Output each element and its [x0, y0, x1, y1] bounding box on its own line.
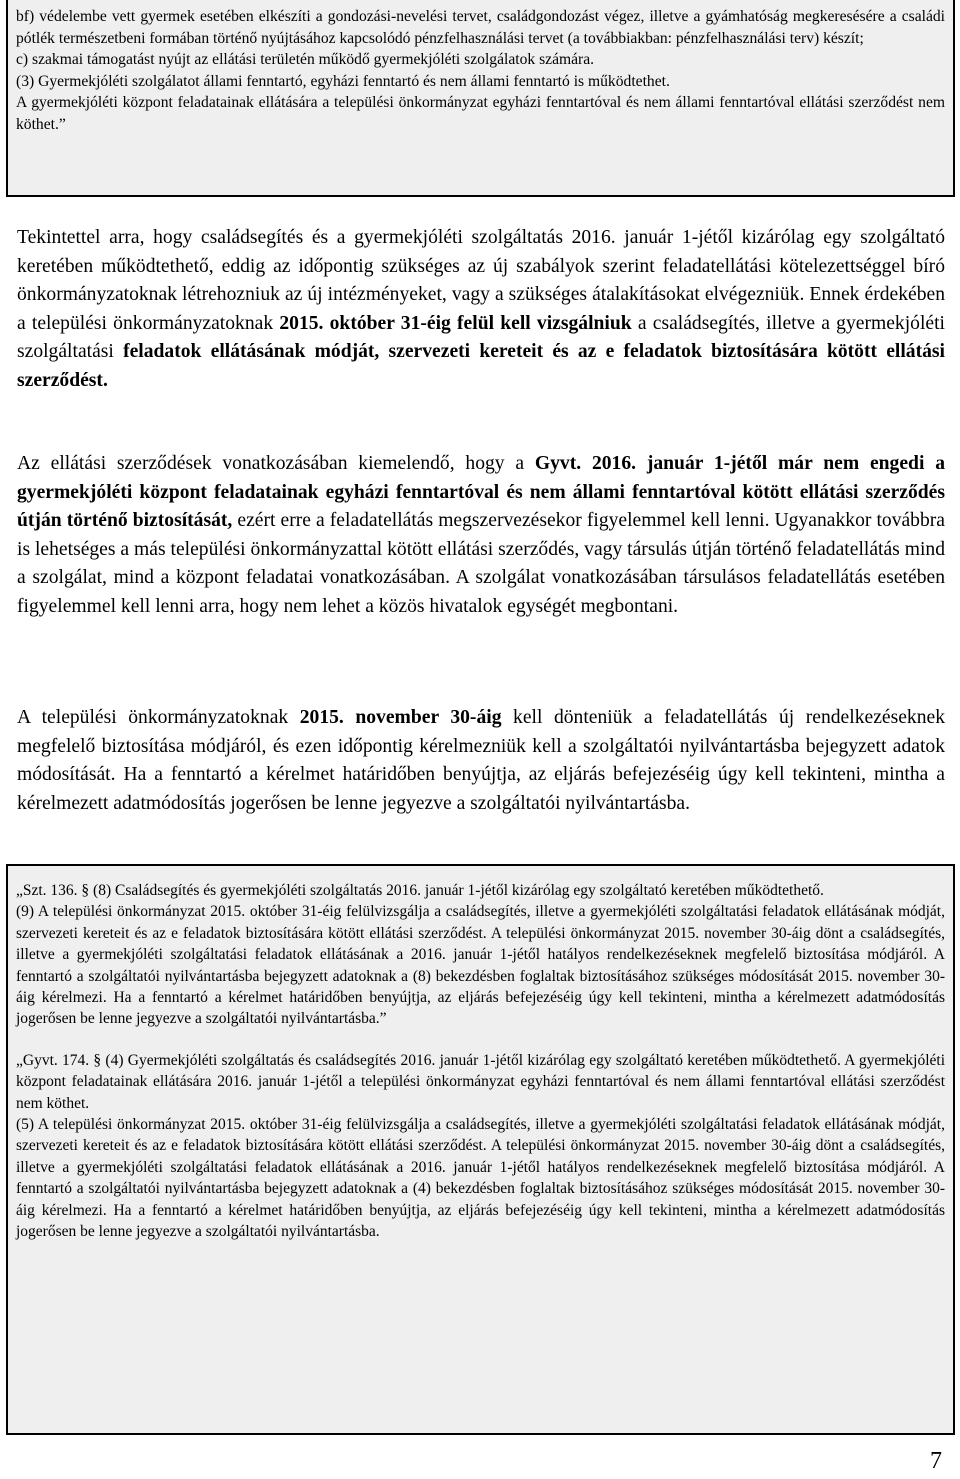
paragraph-4: A gyermekjóléti központ feladatainak ellátására a települési önkormányzat egyházi fenntartóval és nem állami fenntartóval ellátási szerződést nem köthet.” [16, 94, 945, 133]
szt-quote-line-1: „Szt. 136. § (8) Családsegítés és gyermekjóléti szolgáltatás 2016. január 1-jétől kizárólag egy szolgáltató keretében működtethető. [16, 882, 824, 899]
page-number: 7 [930, 1448, 942, 1474]
quote-box-top [6, 0, 955, 197]
text-run: ezért erre a feladatellátás megszervezésekor figyelemmel kell lenni. Ugyanakkor továbbra is lehetséges a más települési önkormányzattal kötött ellátási szerződés, vagy társulás útján történő feladatellátás mind a szolgálat, mind a központ feladatai vonatkozásában. A szolgálat vonatkozásában társulásos feladatellátás esetében figyelemmel kell lenni arra, hogy nem lehet a közös hivatalok egységét megbontani. [17, 510, 946, 617]
text-run: Tekintettel arra, hogy családsegítés és a gyermekjóléti szolgáltatás 2016. január 1-jétől kizárólag egy szolgáltató keretében működtethető, eddig az időpontig szükséges az új szabályok szerint feladatellátási kötelezettséggel bíró önkormányzatoknak létrehozniuk az új intézményeket, vagy a szükséges átalakításokat elvégezniük. Ennek érdekében a települési önkormányzatoknak [17, 227, 945, 334]
text-run: Az ellátási szerződések vonatkozásában kiemelendő, hogy a [17, 453, 535, 474]
szt-quote-line-2: (9) A települési önkormányzat 2015. október 31-éig felülvizsgálja a családsegítés, illetve a gyermekjóléti szolgáltatási feladatok ellátásának módját, szervezeti kereteit és az e feladatok biztosítására kötött ellátási szerződést. A települési önkormányzat 2015. november 30-áig dönt a családsegítés, illetve a gyermekjóléti szolgáltatási feladatok ellátásának a 2016. január 1-jétől hatályos rendelkezéseknek megfelelő biztosítása módjáról. A fenntartó a szolgáltatói nyilvántartásba bejegyzett adatoknak a (8) bekezdésben foglaltak biztosításához szükséges módosítását 2015. november 30-áig kérelmezi. Ha a fenntartó a kérelmet határidőben benyújtja, az eljárás befejezéséig úgy kell tekinteni, mintha a kérelmezett adatmódosítás jogerősen be lenne jegyezve a szolgáltatói nyilvántartásba.” [16, 903, 945, 1028]
body-paragraph-2 [17, 450, 945, 621]
text-run: kell dönteniük a feladatellátás új rendelkezéseknek megfelelő biztosítása módjáról, és ezen időpontig kérelmezniük kell a szolgáltatói nyilvántartásba bejegyzett adatok módosítását. Ha a fenntartó a kérelmet határidőben benyújtja, az eljárás befejezéséig úgy kell tekinteni, mintha a kérelmezett adatmódosítás jogerősen be lenne jegyezve a szolgáltatói nyilvántartásba. [17, 707, 945, 814]
text-run: A települési önkormányzatoknak [17, 707, 300, 728]
gyvt-quote-line-1: „Gyvt. 174. § (4) Gyermekjóléti szolgáltatás és családsegítés 2016. január 1-jétől kizárólag egy szolgáltató keretében működtethető. A gyermekjóléti központ feladatainak ellátására 2016. január 1-jétől a települési önkormányzat egyházi fenntartóval és nem állami fenntartóval ellátási szerződést nem köthet. [16, 1051, 945, 1112]
paragraph-c: c) szakmai támogatást nyújt az ellátási területén működő gyermekjóléti szolgálatok számára. [16, 51, 595, 68]
bold-run: Gyvt. 2016. január 1-jétől már nem engedi a gyermekjóléti központ feladatainak egyházi fenntartóval és nem állami fenntartóval kötött ellátási szerződés útján történő biztosítását, [17, 453, 945, 531]
body-paragraph-3 [17, 704, 945, 818]
bold-run: 2015. november 30-áig [299, 707, 502, 728]
bold-run: 2015. október 31-éig felül kell vizsgálniuk [279, 312, 632, 334]
paragraph-3: (3) Gyermekjóléti szolgálatot állami fenntartó, egyházi fenntartó és nem állami fenntartó is működtethet. [16, 72, 670, 90]
body-paragraph-1 [17, 224, 945, 395]
paragraph-bf: bf) védelembe vett gyermek esetében elkészíti a gondozási-nevelési tervet, családgondozást végez, illetve a gyámhatóság megkeresésére a családi pótlék természetbeni formában történő nyújtásához kapcsolódó pénzfelhasználási tervet (a továbbiakban: pénzfelhasználási terv) készít; [16, 8, 945, 47]
bold-run: feladatok ellátásának módját, szervezeti kereteit és az e feladatok biztosítására kötött ellátási szerződést. [17, 341, 945, 391]
text-run: a családsegítés, illetve a gyermekjóléti szolgáltatási [17, 312, 945, 362]
gyvt-quote-line-2: (5) A települési önkormányzat 2015. október 31-éig felülvizsgálja a családsegítés, illetve a gyermekjóléti szolgáltatási feladatok ellátásának módját, szervezeti kereteit és az e feladatok biztosítására kötött ellátási szerződést. A települési önkormányzat 2015. november 30-áig dönt a családsegítés, illetve a gyermekjóléti szolgáltatási feladatok ellátásának a 2016. január 1-jétől hatályos rendelkezéseknek megfelelő biztosítása módjáról. A fenntartó a szolgáltatói nyilvántartásba bejegyzett adatoknak a (4) bekezdésben foglaltak biztosításához szükséges módosítását 2015. november 30-áig kérelmezi. Ha a fenntartó a kérelmet határidőben benyújtja, az eljárás befejezéséig úgy kell tekinteni, mintha a kérelmezett adatmódosítás jogerősen be lenne jegyezve a szolgáltatói nyilvántartásba. [16, 1116, 945, 1241]
quote-box-bottom [6, 864, 955, 1435]
